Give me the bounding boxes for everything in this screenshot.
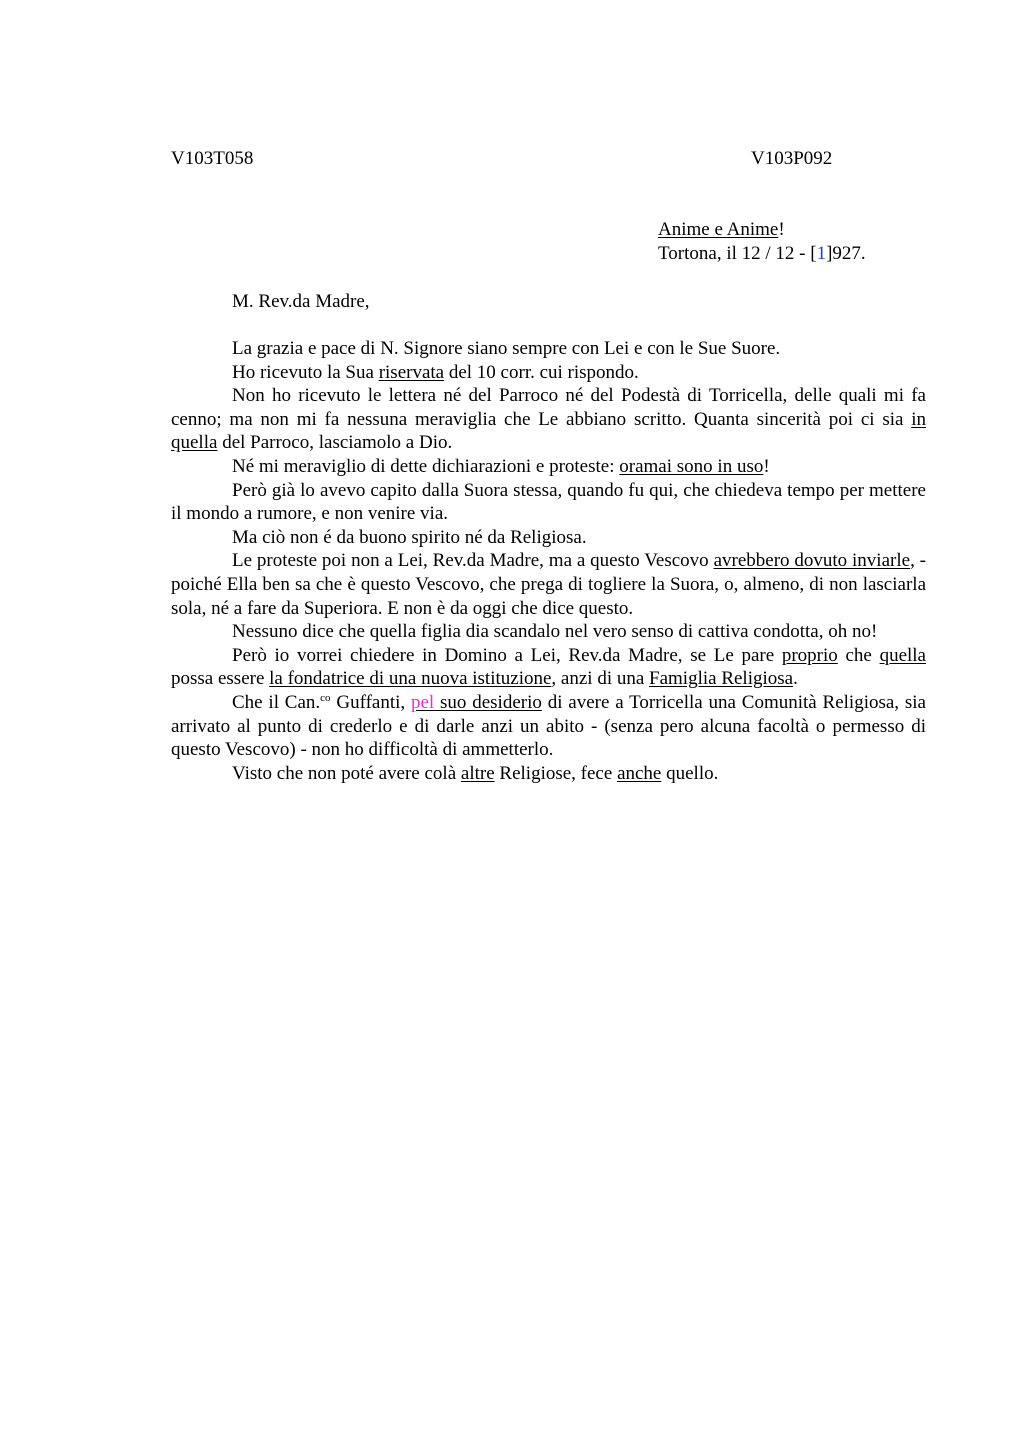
underlined-text: altre <box>460 762 495 784</box>
paragraph-11 <box>171 762 926 786</box>
paragraph-6: Ma ciò non é da buono spirito né da Religiosa. <box>232 526 587 548</box>
text-run: che <box>837 644 880 666</box>
underlined-text: quella <box>879 644 926 666</box>
text-run: di avere a Torricella una Comunità Religiosa, sia arrivato al punto di crederlo e di darle anzi un abito - (senza pero alcuna facoltà o permesso di questo Vescovo) - non ho difficoltà di ammetterlo. <box>171 691 926 761</box>
date-prefix: Tortona, il 12 / 12 - [ <box>658 242 817 264</box>
motto-line <box>658 218 866 242</box>
text-run: Religiose, fece <box>494 762 618 784</box>
text-run: Però io vorrei chiedere in Domino a Lei, Rev.da Madre, se Le pare <box>232 644 782 666</box>
letter-body <box>171 337 926 785</box>
text-run: Né mi meraviglio di dette dichiarazioni e proteste: <box>232 455 620 477</box>
superscript-abbrev: co <box>320 691 331 704</box>
text-run: Non ho ricevuto le lettera né del Parroco né del Podestà di Torricella, delle quali mi fa cenno; ma non mi fa nessuna meraviglia che Le abbiano scritto. Quanta sincerità poi ci sia <box>171 385 926 430</box>
underlined-text: Famiglia Religiosa <box>649 668 794 690</box>
document-code-right: V103P092 <box>751 148 833 169</box>
text-run: . <box>793 668 798 690</box>
text-run: Visto che non poté avere colà <box>232 762 461 784</box>
salutation: M. Rev.da Madre, <box>232 291 370 312</box>
date-suffix: ]927. <box>826 242 866 264</box>
paragraph-5: Però già lo avevo capito dalla Suora stessa, quando fu qui, che chiedeva tempo per mettere il mondo a rumore, e non venire via. <box>171 479 926 525</box>
text-run: Guffanti, <box>330 691 411 713</box>
text-run: ! <box>763 455 770 477</box>
document-code-left: V103T058 <box>171 148 254 169</box>
text-run: , - poiché Ella ben sa che è questo Vescovo, che prega di togliere la Suora, o, almeno, di non lasciarla sola, né a fare da Superiora. E non è da oggi che dice questo. <box>171 550 927 619</box>
text-run: , anzi di una <box>551 668 650 690</box>
text-run: Ho ricevuto la Sua <box>232 361 379 383</box>
underlined-text: avrebbero dovuto inviarle <box>713 550 911 572</box>
underlined-text: anche <box>617 762 662 784</box>
motto: Anime e Anime <box>658 219 779 240</box>
text-run: quello. <box>661 762 719 784</box>
paragraph-4 <box>171 455 926 479</box>
underlined-text: proprio <box>781 644 838 666</box>
underlined-text: oramai sono in uso <box>619 455 764 477</box>
pink-annotated-word: pel <box>410 691 435 713</box>
text-run: Che il Can. <box>232 691 321 713</box>
text-run: del Parroco, lasciamolo a Dio. <box>217 432 453 454</box>
paragraph-7 <box>171 549 926 620</box>
underlined-text: suo desiderio <box>440 691 542 713</box>
text-run: Le proteste poi non a Lei, Rev.da Madre, ma a questo Vescovo <box>232 550 714 572</box>
motto-punct: ! <box>778 219 785 240</box>
text-run: possa essere <box>171 668 270 690</box>
date-line <box>658 242 866 266</box>
text-run: del 10 corr. cui rispondo. <box>444 361 639 383</box>
date-bracket-digit: 1 <box>816 242 827 264</box>
letter-heading <box>658 218 866 265</box>
paragraph-2 <box>171 361 926 385</box>
underlined-text: la fondatrice di una nuova istituzione <box>269 668 552 690</box>
underlined-text: riservata <box>378 361 445 383</box>
paragraph-9 <box>171 644 926 691</box>
underlined-text: in quella <box>171 408 926 454</box>
paragraph-1: La grazia e pace di N. Signore siano sempre con Lei e con le Sue Suore. <box>232 338 781 359</box>
paragraph-8: Nessuno dice che quella figlia dia scandalo nel vero senso di cattiva condotta, oh no! <box>232 621 878 643</box>
paragraph-10 <box>171 691 926 762</box>
paragraph-3 <box>171 384 926 455</box>
